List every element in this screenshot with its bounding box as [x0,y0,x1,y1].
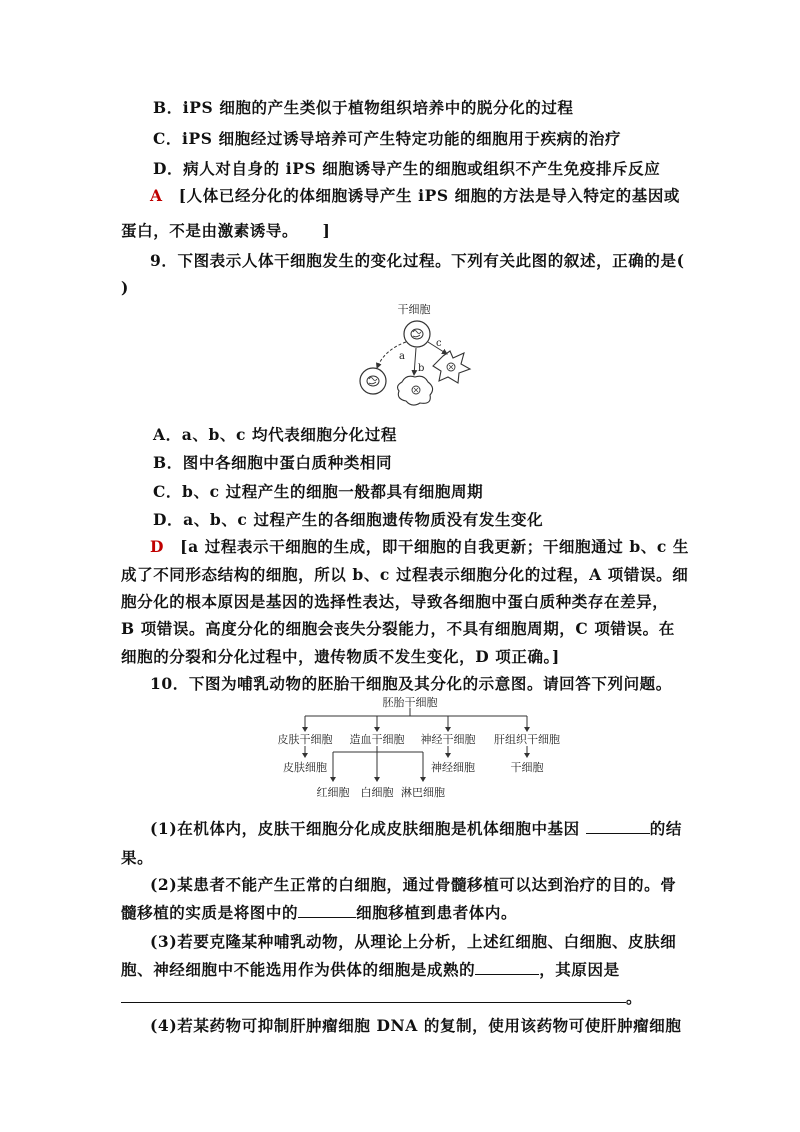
q9-answer-letter: D [150,537,165,556]
tree-lymph-cell: 淋巴细胞 [401,786,445,799]
q10-p3-text-a: (3)若要克隆某种哺乳动物，从理论上分析，上述红细胞、白细胞、皮肤细 [150,932,677,951]
q10-part3-line-3 [121,986,642,1008]
q10-p1-text-a: (1)在机体内，皮肤干细胞分化成皮肤细胞是机体细胞中基因 [150,819,580,838]
q9-stem-cell-figure [340,298,480,410]
label-a: a [399,351,405,362]
q10-p3-end: 。 [626,988,643,1007]
q9-explanation-line-1 [150,535,689,557]
q10-p4-text-a: (4)若某药物可抑制肝肿瘤细胞 DNA 的复制，使用该药物可使肝肿瘤细胞 [150,1016,682,1035]
differentiated-cell-right [433,351,470,383]
q10-p3-text-b: 胞、神经细胞中不能选用作为供体的细胞是成熟的 [121,960,476,979]
q9-explain-3: 胞分化的根本原因是基因的选择性表达，导致各细胞中蛋白质种类存在差异， [121,592,669,611]
arrow-b [414,348,416,375]
tree-skin-stem-cell: 皮肤干细胞 [277,733,333,746]
tree-liver-child: 干细胞 [510,761,544,774]
q10-p1-text-c: 果。 [121,848,154,867]
q9-explain-5: 细胞的分裂和分化过程中，遗传物质不发生变化，D 项正确。] [121,647,560,666]
q9-option-b: B．图中各细胞中蛋白质种类相同 [153,453,393,472]
q10-p3-long-blank [121,988,626,1003]
tree-white-cell: 白细胞 [360,786,394,799]
q10-p3-text-c: ，其原因是 [539,960,620,979]
stem-cell-title: 干细胞 [397,303,431,316]
q10-stem: 10．下图为哺乳动物的胚胎干细胞及其分化的示意图。请回答下列问题。 [150,674,672,693]
tree-root: 胚胎干细胞 [382,696,438,709]
q10-part1-line-1 [150,817,682,839]
label-b: b [418,363,425,374]
tree-liver-stem-cell: 肝组织干细胞 [494,733,560,746]
q8-answer-letter: A [150,186,163,205]
q10-p2-text-a: (2)某患者不能产生正常的白细胞，通过骨髓移植可以达到治疗的目的。骨 [150,875,677,894]
q8-explanation-line-1 [150,184,680,206]
q8-option-d: D．病人对自身的 iPS 细胞诱导产生的细胞或组织不产生免疫排斥反应 [153,159,661,178]
q9-explain-4: B 项错误。高度分化的细胞会丧失分裂能力，不具有细胞周期，C 项错误。在 [121,619,675,638]
q8-option-c: C．iPS 细胞经过诱导培养可产生特定功能的细胞用于疾病的治疗 [153,129,622,148]
tree-nerve-cell: 神经细胞 [431,761,475,774]
differentiated-cell-bottom [398,376,433,405]
q9-stem-line-2: ) [121,278,129,297]
q10-p2-text-c: 细胞移植到患者体内。 [356,903,518,922]
q9-option-d: D．a、b、c 过程产生的各细胞遗传物质没有发生变化 [153,510,544,529]
q9-option-c: C．b、c 过程产生的细胞一般都具有细胞周期 [153,482,484,501]
stem-cell-bottom-left [360,368,386,394]
tree-skin-cell: 皮肤细胞 [283,761,327,774]
q9-stem-line-1: 9．下图表示人体干细胞发生的变化过程。下列有关此图的叙述，正确的是( [150,251,685,270]
q10-p2-text-b: 髓移植的实质是将图中的 [121,903,299,922]
q10-p3-blank [475,960,539,975]
tree-nerve-stem-cell: 神经干细胞 [420,733,476,746]
q10-part2-line-2 [121,901,517,923]
q10-p1-text-b: 的结 [649,819,682,838]
q10-p2-blank [298,903,356,918]
q9-explain-1: [a 过程表示干细胞的生成，即干细胞的自我更新；干细胞通过 b、c 生 [180,537,689,556]
tree-blood-stem-cell: 造血干细胞 [349,733,405,746]
tree-red-cell: 红细胞 [316,786,350,799]
q10-p1-blank [586,819,650,834]
q8-explain-1: [人体已经分化的体细胞诱导产生 iPS 细胞的方法是导入特定的基因或 [178,186,681,205]
q10-tree-diagram [265,696,565,804]
q8-explain-2: 蛋白，不是由激素诱导。 ] [121,221,331,240]
q10-part3-line-2 [121,958,620,980]
q8-option-b: B．iPS 细胞的产生类似于植物组织培养中的脱分化的过程 [153,98,574,117]
q9-option-a: A．a、b、c 均代表细胞分化过程 [153,425,397,444]
stem-cell-top [404,321,430,347]
label-c: c [436,338,442,349]
q9-explain-2: 成了不同形态结构的细胞，所以 b、c 过程表示细胞分化的过程，A 项错误。细 [121,565,689,584]
